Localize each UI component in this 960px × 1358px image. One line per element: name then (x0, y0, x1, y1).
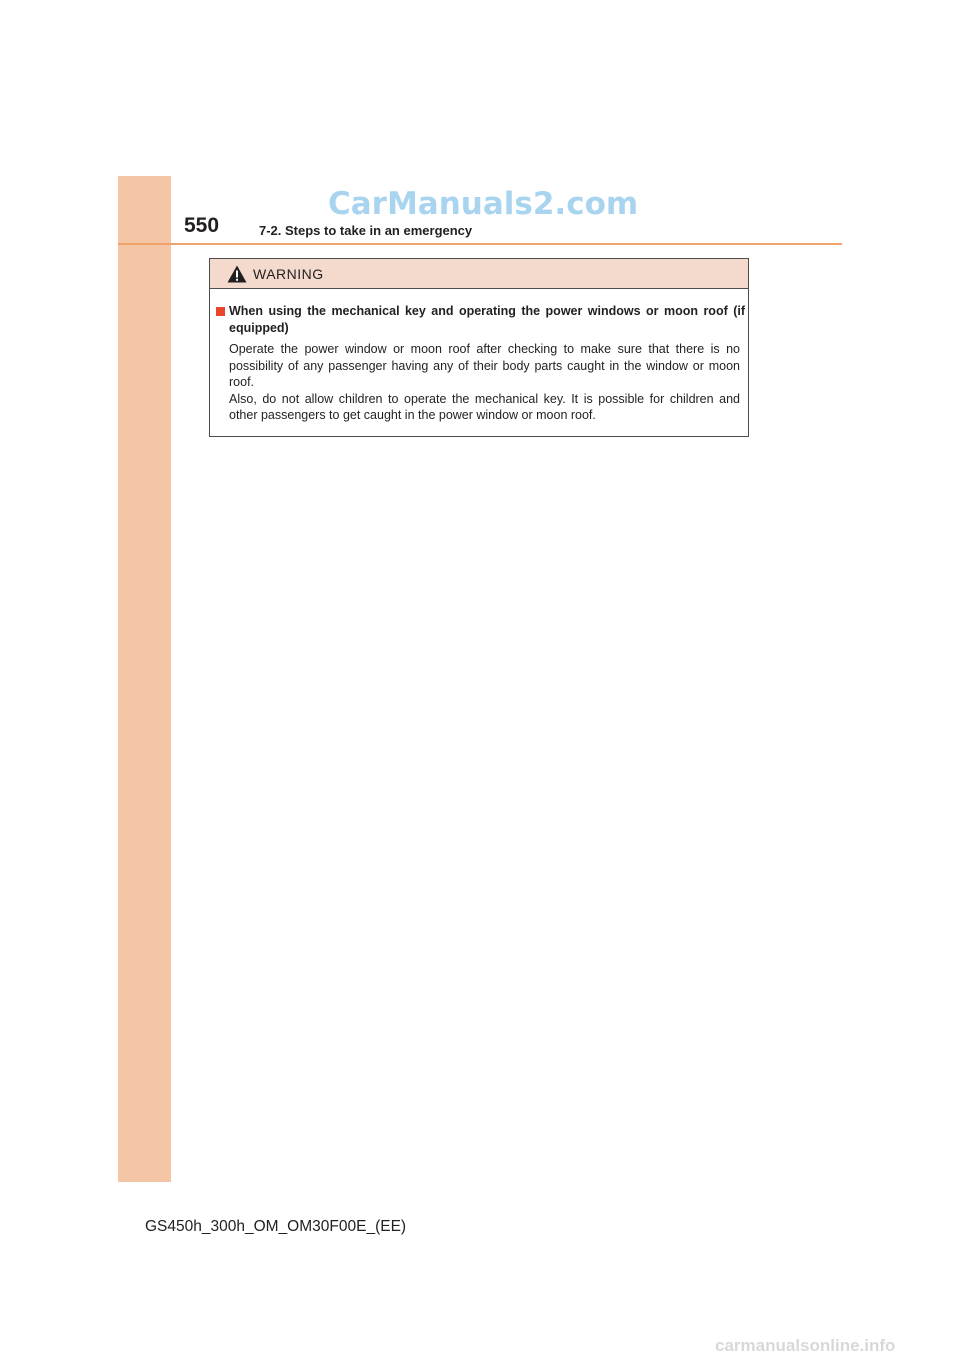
header-divider (118, 243, 842, 245)
warning-item-text (229, 341, 740, 424)
warning-triangle-icon (227, 265, 247, 283)
square-bullet-icon (216, 307, 225, 316)
document-code: GS450h_300h_OM_OM30F00E_(EE) (145, 1218, 407, 1235)
warning-item-heading: When using the mechanical key and operating the power windows or moon roof (if equipped) (229, 304, 745, 335)
warning-paragraph: Operate the power window or moon roof after checking to make sure that there is no possibility of any passenger having any of their body parts caught in the window or moon roof. (229, 342, 740, 389)
section-title: 7-2. Steps to take in an emergency (259, 223, 473, 238)
chapter-side-band (118, 176, 171, 1182)
warning-box (209, 258, 749, 437)
page-number: 550 (184, 214, 220, 237)
watermark-logo-top: CarManuals2.com (328, 186, 639, 222)
warning-header (210, 259, 748, 289)
warning-label: WARNING (253, 266, 324, 282)
watermark-bottom: carmanualsonline.info (715, 1336, 896, 1355)
warning-paragraph: Also, do not allow children to operate the mechanical key. It is possible for children and other passengers to get caught in the power window or moon roof. (229, 391, 740, 422)
